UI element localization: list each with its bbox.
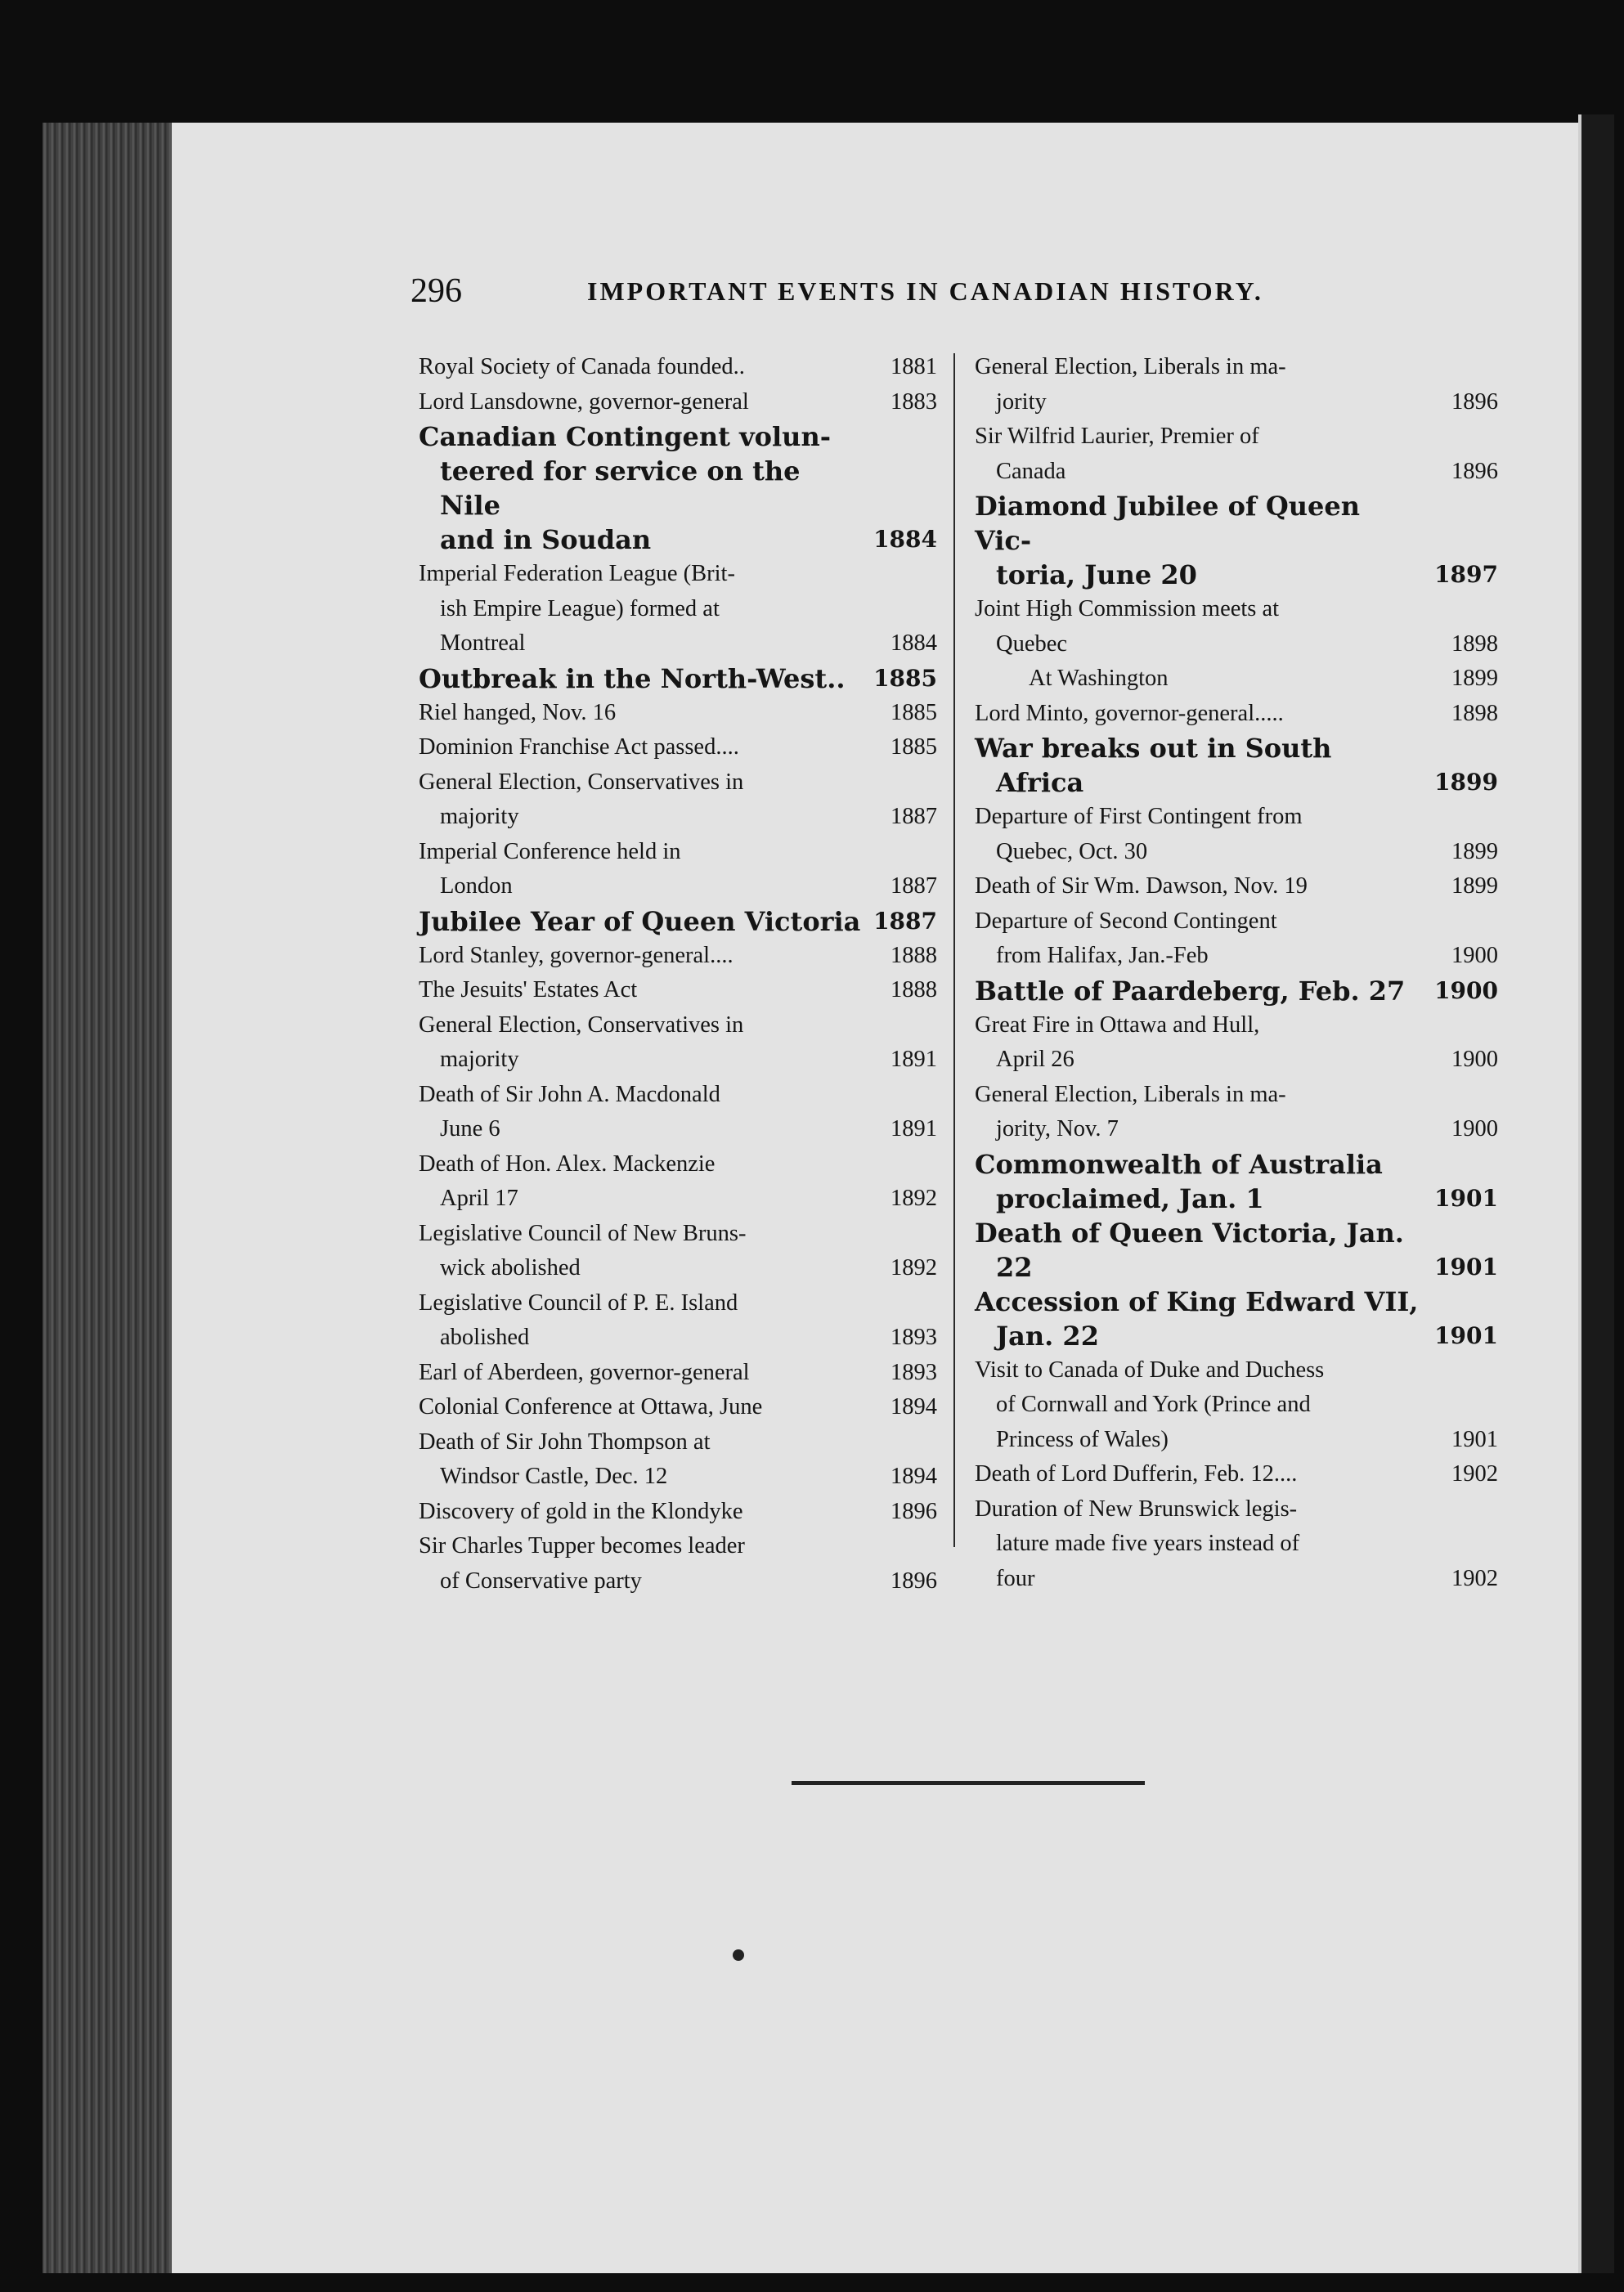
event-year: 1887: [873, 907, 937, 935]
event-entry: [975, 1147, 1498, 1216]
event-text: Dominion Franchise Act passed....: [419, 734, 739, 760]
end-rule: [792, 1781, 1145, 1785]
event-entry: [419, 939, 937, 974]
event-entry: [419, 973, 937, 1008]
event-entry: [419, 1390, 937, 1425]
event-entry: [419, 419, 937, 557]
event-text: Death of Queen Victoria, Jan.: [975, 1217, 1404, 1249]
event-text: four: [996, 1565, 1035, 1591]
event-year: 1894: [891, 1464, 937, 1489]
event-text: June 6: [440, 1116, 500, 1142]
event-year: 1901: [1434, 1253, 1498, 1281]
event-year: 1901: [1434, 1321, 1498, 1349]
event-text: proclaimed, Jan. 1: [996, 1182, 1264, 1214]
event-year: 1883: [891, 388, 937, 415]
event-text: wick abolished: [440, 1255, 581, 1281]
event-text: 22: [996, 1251, 1033, 1283]
event-text: of Cornwall and York (Prince and: [996, 1392, 1311, 1417]
event-text: Riel hanged, Nov. 16: [419, 699, 617, 725]
event-entry: [419, 730, 937, 765]
event-entry: [419, 385, 937, 420]
event-year: 1902: [1451, 1461, 1498, 1487]
event-entry: [419, 1147, 937, 1217]
page-right-edge: [1578, 114, 1614, 2273]
event-text: Lord Lansdowne, governor-general: [419, 388, 749, 415]
event-year: 1891: [891, 1116, 937, 1142]
event-text: jority, Nov. 7: [996, 1116, 1119, 1142]
event-entry: [975, 1353, 1498, 1458]
event-entry: [419, 1425, 937, 1495]
ink-dot: [733, 1949, 744, 1961]
event-year: 1899: [1434, 769, 1498, 796]
event-text: majority: [440, 1047, 519, 1072]
event-year: 1888: [891, 942, 937, 968]
event-text: Jan. 22: [996, 1320, 1099, 1352]
event-text: Royal Society of Canada founded..: [419, 354, 745, 379]
event-text: Jubilee Year of Queen Victoria: [419, 905, 861, 937]
event-text: Lord Minto, governor-general.....: [975, 700, 1284, 726]
event-year: 1891: [891, 1047, 937, 1072]
event-year: 1899: [1451, 838, 1498, 864]
event-entry: [419, 1286, 937, 1356]
event-text: Death of Sir John Thompson at: [419, 1429, 711, 1455]
event-year: 1896: [1451, 388, 1498, 415]
event-entry: [975, 731, 1498, 800]
event-text: Canada: [996, 458, 1066, 484]
running-title: IMPORTANT EVENTS IN CANADIAN HISTORY.: [587, 276, 1263, 306]
event-text: Accession of King Edward VII,: [975, 1285, 1419, 1317]
event-text: General Election, Conservatives in: [419, 1011, 744, 1038]
event-year: 1894: [891, 1394, 937, 1420]
event-entry: [975, 662, 1498, 697]
event-text: Lord Stanley, governor-general....: [419, 942, 733, 968]
event-text: General Election, Conservatives in: [419, 769, 744, 795]
event-text: Death of Sir Wm. Dawson, Nov. 19: [975, 873, 1308, 899]
event-text: Diamond Jubilee of Queen Vic-: [975, 491, 1360, 556]
event-text: Death of Lord Dufferin, Feb. 12....: [975, 1461, 1298, 1487]
event-year: 1898: [1451, 630, 1498, 657]
event-text: Outbreak in the North-West..: [419, 662, 846, 694]
event-year: 1897: [1434, 561, 1498, 588]
event-entry: [419, 662, 937, 696]
event-entry: [975, 1008, 1498, 1078]
event-text: Discovery of gold in the Klondyke: [419, 1498, 743, 1524]
event-entry: [419, 1529, 937, 1599]
event-text: April 17: [440, 1186, 518, 1211]
event-year: 1902: [1451, 1565, 1498, 1591]
event-text: War breaks out in South: [975, 733, 1332, 764]
event-year: 1899: [1451, 666, 1498, 691]
event-entry: [419, 1217, 937, 1286]
event-text: Sir Charles Tupper becomes leader: [419, 1533, 745, 1559]
event-text: The Jesuits' Estates Act: [419, 977, 638, 1002]
event-year: 1896: [891, 1498, 937, 1524]
event-text: Joint High Commission meets at: [975, 596, 1280, 621]
event-text: Death of Hon. Alex. Mackenzie: [419, 1150, 716, 1177]
event-text: Duration of New Brunswick legis-: [975, 1496, 1298, 1522]
event-year: 1901: [1434, 1184, 1498, 1212]
event-entry: [975, 697, 1498, 732]
event-text: ish Empire League) formed at: [440, 595, 720, 621]
event-text: Sir Wilfrid Laurier, Premier of: [975, 424, 1259, 449]
event-year: 1898: [1451, 700, 1498, 726]
event-text: Africa: [996, 767, 1084, 798]
event-entry: [975, 1457, 1498, 1492]
event-year: 1884: [891, 630, 937, 656]
page-number: 296: [410, 272, 462, 310]
event-entry: [975, 419, 1498, 489]
event-year: 1881: [891, 354, 937, 379]
event-entry: [975, 592, 1498, 662]
event-entry: [975, 800, 1498, 869]
event-text: toria, June 20: [996, 559, 1197, 590]
event-text: Quebec, Oct. 30: [996, 838, 1148, 864]
event-text: Departure of Second Contingent: [975, 908, 1277, 934]
left-column: [419, 350, 937, 1599]
event-text: majority: [440, 804, 519, 829]
event-year: 1900: [1451, 1047, 1498, 1072]
event-text: lature made five years instead of: [996, 1531, 1300, 1556]
event-year: 1893: [891, 1325, 937, 1350]
event-entry: [975, 489, 1498, 592]
event-text: teered for service on the Nile: [440, 455, 801, 521]
event-entry: [419, 1495, 937, 1530]
event-year: 1900: [1451, 943, 1498, 968]
event-text: Legislative Council of P. E. Island: [419, 1290, 738, 1316]
event-text: Colonial Conference at Ottawa, June: [419, 1394, 763, 1420]
event-year: 1884: [873, 526, 937, 553]
event-year: 1887: [891, 873, 937, 899]
event-entry: [419, 696, 937, 731]
event-text: Quebec: [996, 630, 1068, 657]
event-text: abolished: [440, 1325, 530, 1350]
event-text: General Election, Liberals in ma-: [975, 1081, 1286, 1107]
event-text: Imperial Conference held in: [419, 838, 681, 864]
event-text: Windsor Castle, Dec. 12: [440, 1464, 668, 1489]
event-text: from Halifax, Jan.-Feb: [996, 943, 1209, 968]
event-year: 1896: [891, 1568, 937, 1594]
event-text: Canadian Contingent volun-: [419, 421, 831, 452]
book-spine-edge: [43, 123, 173, 2273]
right-column: [975, 350, 1498, 1596]
event-text: Montreal: [440, 630, 526, 656]
event-year: 1885: [873, 664, 937, 692]
event-text: Earl of Aberdeen, governor-general: [419, 1359, 750, 1385]
event-entry: [419, 1008, 937, 1078]
event-text: and in Soudan: [440, 524, 652, 555]
event-year: 1900: [1451, 1116, 1498, 1142]
event-entry: [975, 350, 1498, 419]
event-entry: [975, 1216, 1498, 1285]
event-entry: [419, 835, 937, 904]
event-text: Great Fire in Ottawa and Hull,: [975, 1011, 1260, 1038]
column-divider: [953, 353, 955, 1547]
event-entry: [975, 869, 1498, 904]
event-text: Battle of Paardeberg, Feb. 27: [975, 975, 1406, 1007]
event-year: 1888: [891, 977, 937, 1002]
event-year: 1893: [891, 1359, 937, 1385]
event-text: Death of Sir John A. Macdonald: [419, 1081, 720, 1107]
event-year: 1892: [891, 1255, 937, 1281]
event-text: London: [440, 873, 513, 899]
event-year: 1896: [1451, 458, 1498, 484]
event-text: Commonwealth of Australia: [975, 1148, 1383, 1180]
event-entry: [975, 1492, 1498, 1597]
event-text: General Election, Liberals in ma-: [975, 354, 1286, 379]
event-entry: [975, 904, 1498, 974]
event-year: 1885: [891, 699, 937, 725]
event-text: Departure of First Contingent from: [975, 804, 1303, 829]
event-entry: [419, 350, 937, 385]
event-entry: [419, 557, 937, 662]
event-text: of Conservative party: [440, 1568, 642, 1594]
event-year: 1900: [1434, 976, 1498, 1004]
event-text: Imperial Federation League (Brit-: [419, 561, 735, 586]
event-text: Visit to Canada of Duke and Duchess: [975, 1357, 1325, 1383]
event-text: Legislative Council of New Bruns-: [419, 1220, 747, 1246]
event-entry: [419, 1078, 937, 1147]
event-year: 1901: [1451, 1426, 1498, 1452]
event-entry: [975, 974, 1498, 1008]
event-year: 1892: [891, 1186, 937, 1211]
event-year: 1899: [1451, 873, 1498, 899]
event-year: 1887: [891, 804, 937, 829]
event-entry: [419, 904, 937, 939]
event-entry: [975, 1285, 1498, 1353]
event-text: At Washington: [1029, 666, 1169, 691]
event-text: jority: [996, 388, 1047, 415]
event-year: 1885: [891, 734, 937, 760]
event-text: Princess of Wales): [996, 1426, 1169, 1452]
event-entry: [419, 765, 937, 835]
event-text: April 26: [996, 1047, 1074, 1072]
event-entry: [975, 1078, 1498, 1147]
event-entry: [419, 1356, 937, 1391]
